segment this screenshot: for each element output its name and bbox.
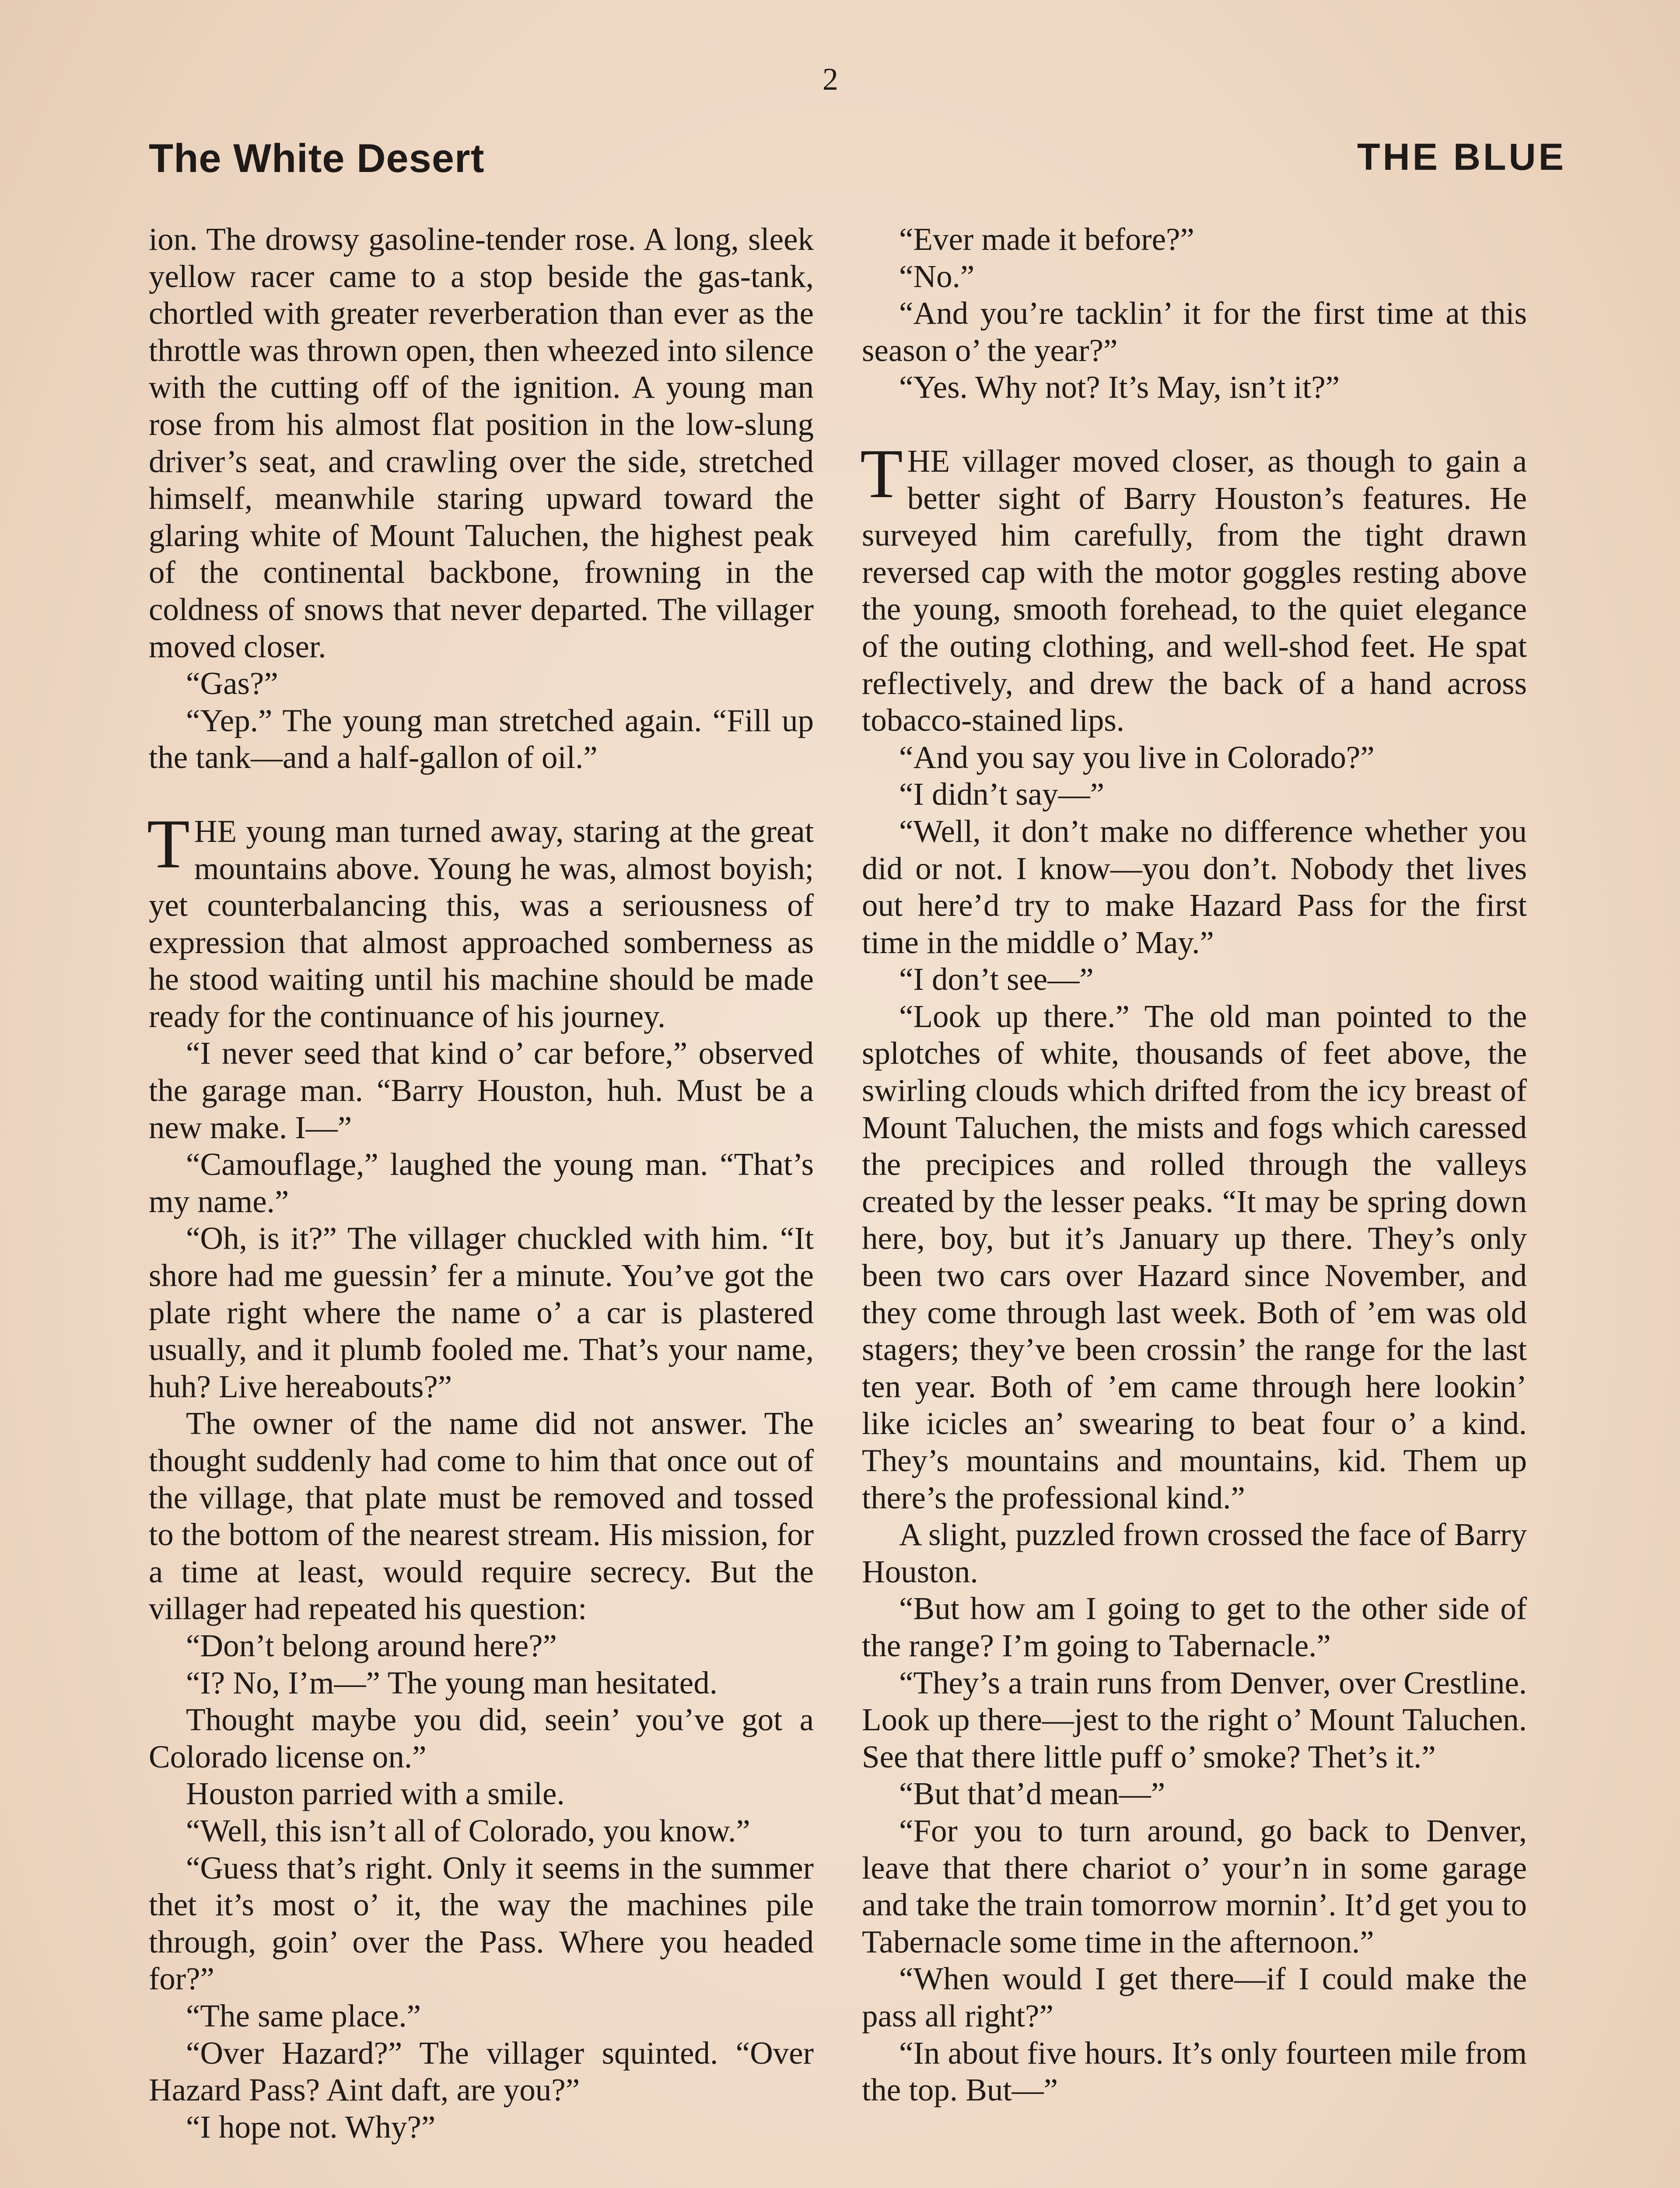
paragraph-text: “Well, this isn’t all of Colorado, you know.” — [186, 1813, 750, 1848]
paragraph — [149, 1035, 814, 1146]
paragraph — [862, 1775, 1527, 1813]
paragraph-text: “Oh, is it?” The villager chuckled with him. “It shore had me guessin’ fer a minute. You’ve got the plate right where the name o’ a car is plastered usually, and it plumb fooled me. That’s your name, huh? Live hereabouts?” — [149, 1220, 814, 1404]
paragraph-text: “I never seed that kind o’ car before,” observed the garage man. “Barry Houston, huh. Must be a new make. I—” — [149, 1035, 814, 1145]
paragraph — [862, 2035, 1527, 2109]
paragraph — [149, 1998, 814, 2035]
paragraph — [149, 1405, 814, 1627]
paragraph-text: “And you’re tacklin’ it for the first time at this season o’ the year?” — [862, 295, 1527, 368]
paragraph — [149, 2035, 814, 2109]
paragraph — [862, 1813, 1527, 1960]
paragraph-text: Thought maybe you did, seein’ you’ve got a Colorado license on.” — [149, 1702, 814, 1774]
right-text-column — [862, 221, 1527, 2109]
paragraph — [862, 961, 1527, 998]
paragraph — [862, 258, 1527, 295]
page-header — [149, 127, 1566, 193]
paragraph — [862, 776, 1527, 813]
paragraph — [862, 369, 1527, 406]
paragraph — [149, 2109, 814, 2146]
paragraph — [862, 221, 1527, 258]
paragraph — [149, 221, 814, 665]
paragraph-text: “No.” — [899, 258, 975, 294]
paragraph-text: ion. The drowsy gasoline-tender rose. A long, sleek yellow racer came to a stop beside the gas-tank, chortled with greater reverberation than ever as the throttle was thrown open, then wheezed into silence with the cutting off of the ignition. A young man rose from his almost flat position in the low-slung driver’s seat, and crawling over the side, stretched himself, meanwhile staring upward toward the glaring white of Mount Taluchen, the highest peak of the continental backbone, frowning in the coldness of snows that never departed. The villager moved closer. — [149, 221, 814, 664]
paragraph-text: HE young man turned away, staring at the great mountains above. Young he was, almost boyish; yet counterbalancing this, was a seriousness of expression that almost approached somberness as he stood waiting until his machine should be made ready for the continuance of his journey. — [149, 813, 814, 1034]
magazine-title: THE BLUE — [1357, 136, 1566, 178]
paragraph-text: “Don’t belong around here?” — [186, 1627, 557, 1663]
paragraph — [862, 813, 1527, 961]
story-title: The White Desert — [149, 136, 485, 181]
paragraph-text: “I didn’t say—” — [899, 776, 1104, 812]
paragraph — [862, 739, 1527, 776]
page-number: 2 — [822, 62, 838, 97]
paragraph — [149, 1665, 814, 1702]
paragraph-text: “I hope not. Why?” — [186, 2109, 436, 2145]
paragraph-text: “For you to turn around, go back to Denver, leave that there chariot o’ your’n in some garage and take the train tomorrow mornin’. It’d get you to Tabernacle some time in the afternoon.” — [862, 1813, 1527, 1960]
paragraph-text: “Guess that’s right. Only it seems in the summer thet it’s most o’ it, the way the machines pile through, goin’ over the Pass. Where you headed for?” — [149, 1850, 814, 1997]
paragraph — [147, 804, 814, 1035]
paragraph-text: Houston parried with a smile. — [186, 1776, 565, 1812]
paragraph — [149, 1813, 814, 1850]
paragraph-text: “Well, it don’t make no difference whether you did or not. I know—you don’t. Nobody thet lives out here’d try to make Hazard Pass for the first time in the middle o’ May.” — [862, 813, 1527, 960]
paragraph — [149, 1146, 814, 1220]
paragraph — [149, 702, 814, 776]
paragraph-text: “Over Hazard?” The villager squinted. “Over Hazard Pass? Aint daft, are you?” — [149, 2035, 814, 2108]
paragraph — [149, 1701, 814, 1775]
paragraph-text: The owner of the name did not answer. The thought suddenly had come to him that once out of the village, that plate must be removed and tossed to the bottom of the nearest stream. His mission, for a time at least, would require secrecy. But the villager had repeated his question: — [149, 1406, 814, 1627]
paragraph-text: “When would I get there—if I could make the pass all right?” — [862, 1961, 1527, 2034]
paragraph-text: “And you say you live in Colorado?” — [899, 739, 1375, 775]
paragraph-text: “But how am I going to get to the other side of the range? I’m going to Tabernacle.” — [862, 1591, 1527, 1663]
drop-cap: T — [147, 804, 190, 883]
drop-cap: T — [860, 434, 903, 512]
paragraph — [862, 1960, 1527, 2034]
paragraph — [149, 1775, 814, 1813]
paragraph-text: “I? No, I’m—” The young man hesitated. — [186, 1665, 718, 1701]
paragraph — [862, 998, 1527, 1516]
paragraph — [860, 434, 1527, 739]
paragraph-text: “Ever made it before?” — [899, 221, 1194, 257]
paragraph-text: “Yep.” The young man stretched again. “Fill up the tank—and a half-gallon of oil.” — [149, 702, 814, 775]
paragraph — [149, 1627, 814, 1665]
paragraph — [862, 1665, 1527, 1776]
paragraph-text: “In about five hours. It’s only fourteen mile from the top. But—” — [862, 2035, 1527, 2108]
paragraph-text: “Gas?” — [186, 666, 278, 701]
paragraph-text: “I don’t see—” — [899, 961, 1094, 997]
paragraph-text: “The same place.” — [186, 1998, 421, 2034]
paragraph-text: “Look up there.” The old man pointed to the splotches of white, thousands of feet above, the swirling clouds which drifted from the icy breast of Mount Taluchen, the mists and fogs which caressed the precipices and rolled through the valleys created by the lesser peaks. “It may be spring down here, boy, but it’s January up there. They’s only been two cars over Hazard since November, and they come through last week. Both of ’em was old stagers; they’ve been crossin’ the range for the last ten year. Both of ’em came through here lookin’ like icicles an’ swearing to beat four o’ a kind. They’s mountains and mountains, kid. Them up there’s the professional kind.” — [862, 998, 1527, 1515]
paragraph — [862, 1590, 1527, 1664]
paragraph — [862, 1516, 1527, 1590]
paragraph-text: “Yes. Why not? It’s May, isn’t it?” — [899, 369, 1340, 405]
paragraph — [862, 295, 1527, 369]
paragraph-text: HE villager moved closer, as though to gain a better sight of Barry Houston’s features. He surveyed him carefully, from the tight drawn reversed cap with the motor goggles resting above the young, smooth forehead, to the quiet elegance of the outing clothing, and well-shod feet. He spat reflectively, and drew the back of a hand across tobacco-stained lips. — [862, 443, 1527, 738]
paragraph-text: A slight, puzzled frown crossed the face of Barry Houston. — [862, 1517, 1527, 1589]
paragraph — [149, 665, 814, 702]
paragraph — [149, 1850, 814, 1998]
paragraph-text: “They’s a train runs from Denver, over Crestline. Look up there—jest to the right o’ Mount Taluchen. See that there little puff o’ smoke? Thet’s it.” — [862, 1665, 1527, 1774]
left-text-column — [149, 221, 814, 2146]
paragraph-text: “Camouflage,” laughed the young man. “That’s my name.” — [149, 1147, 814, 1219]
paragraph — [149, 1220, 814, 1405]
paragraph-text: “But that’d mean—” — [899, 1776, 1166, 1812]
